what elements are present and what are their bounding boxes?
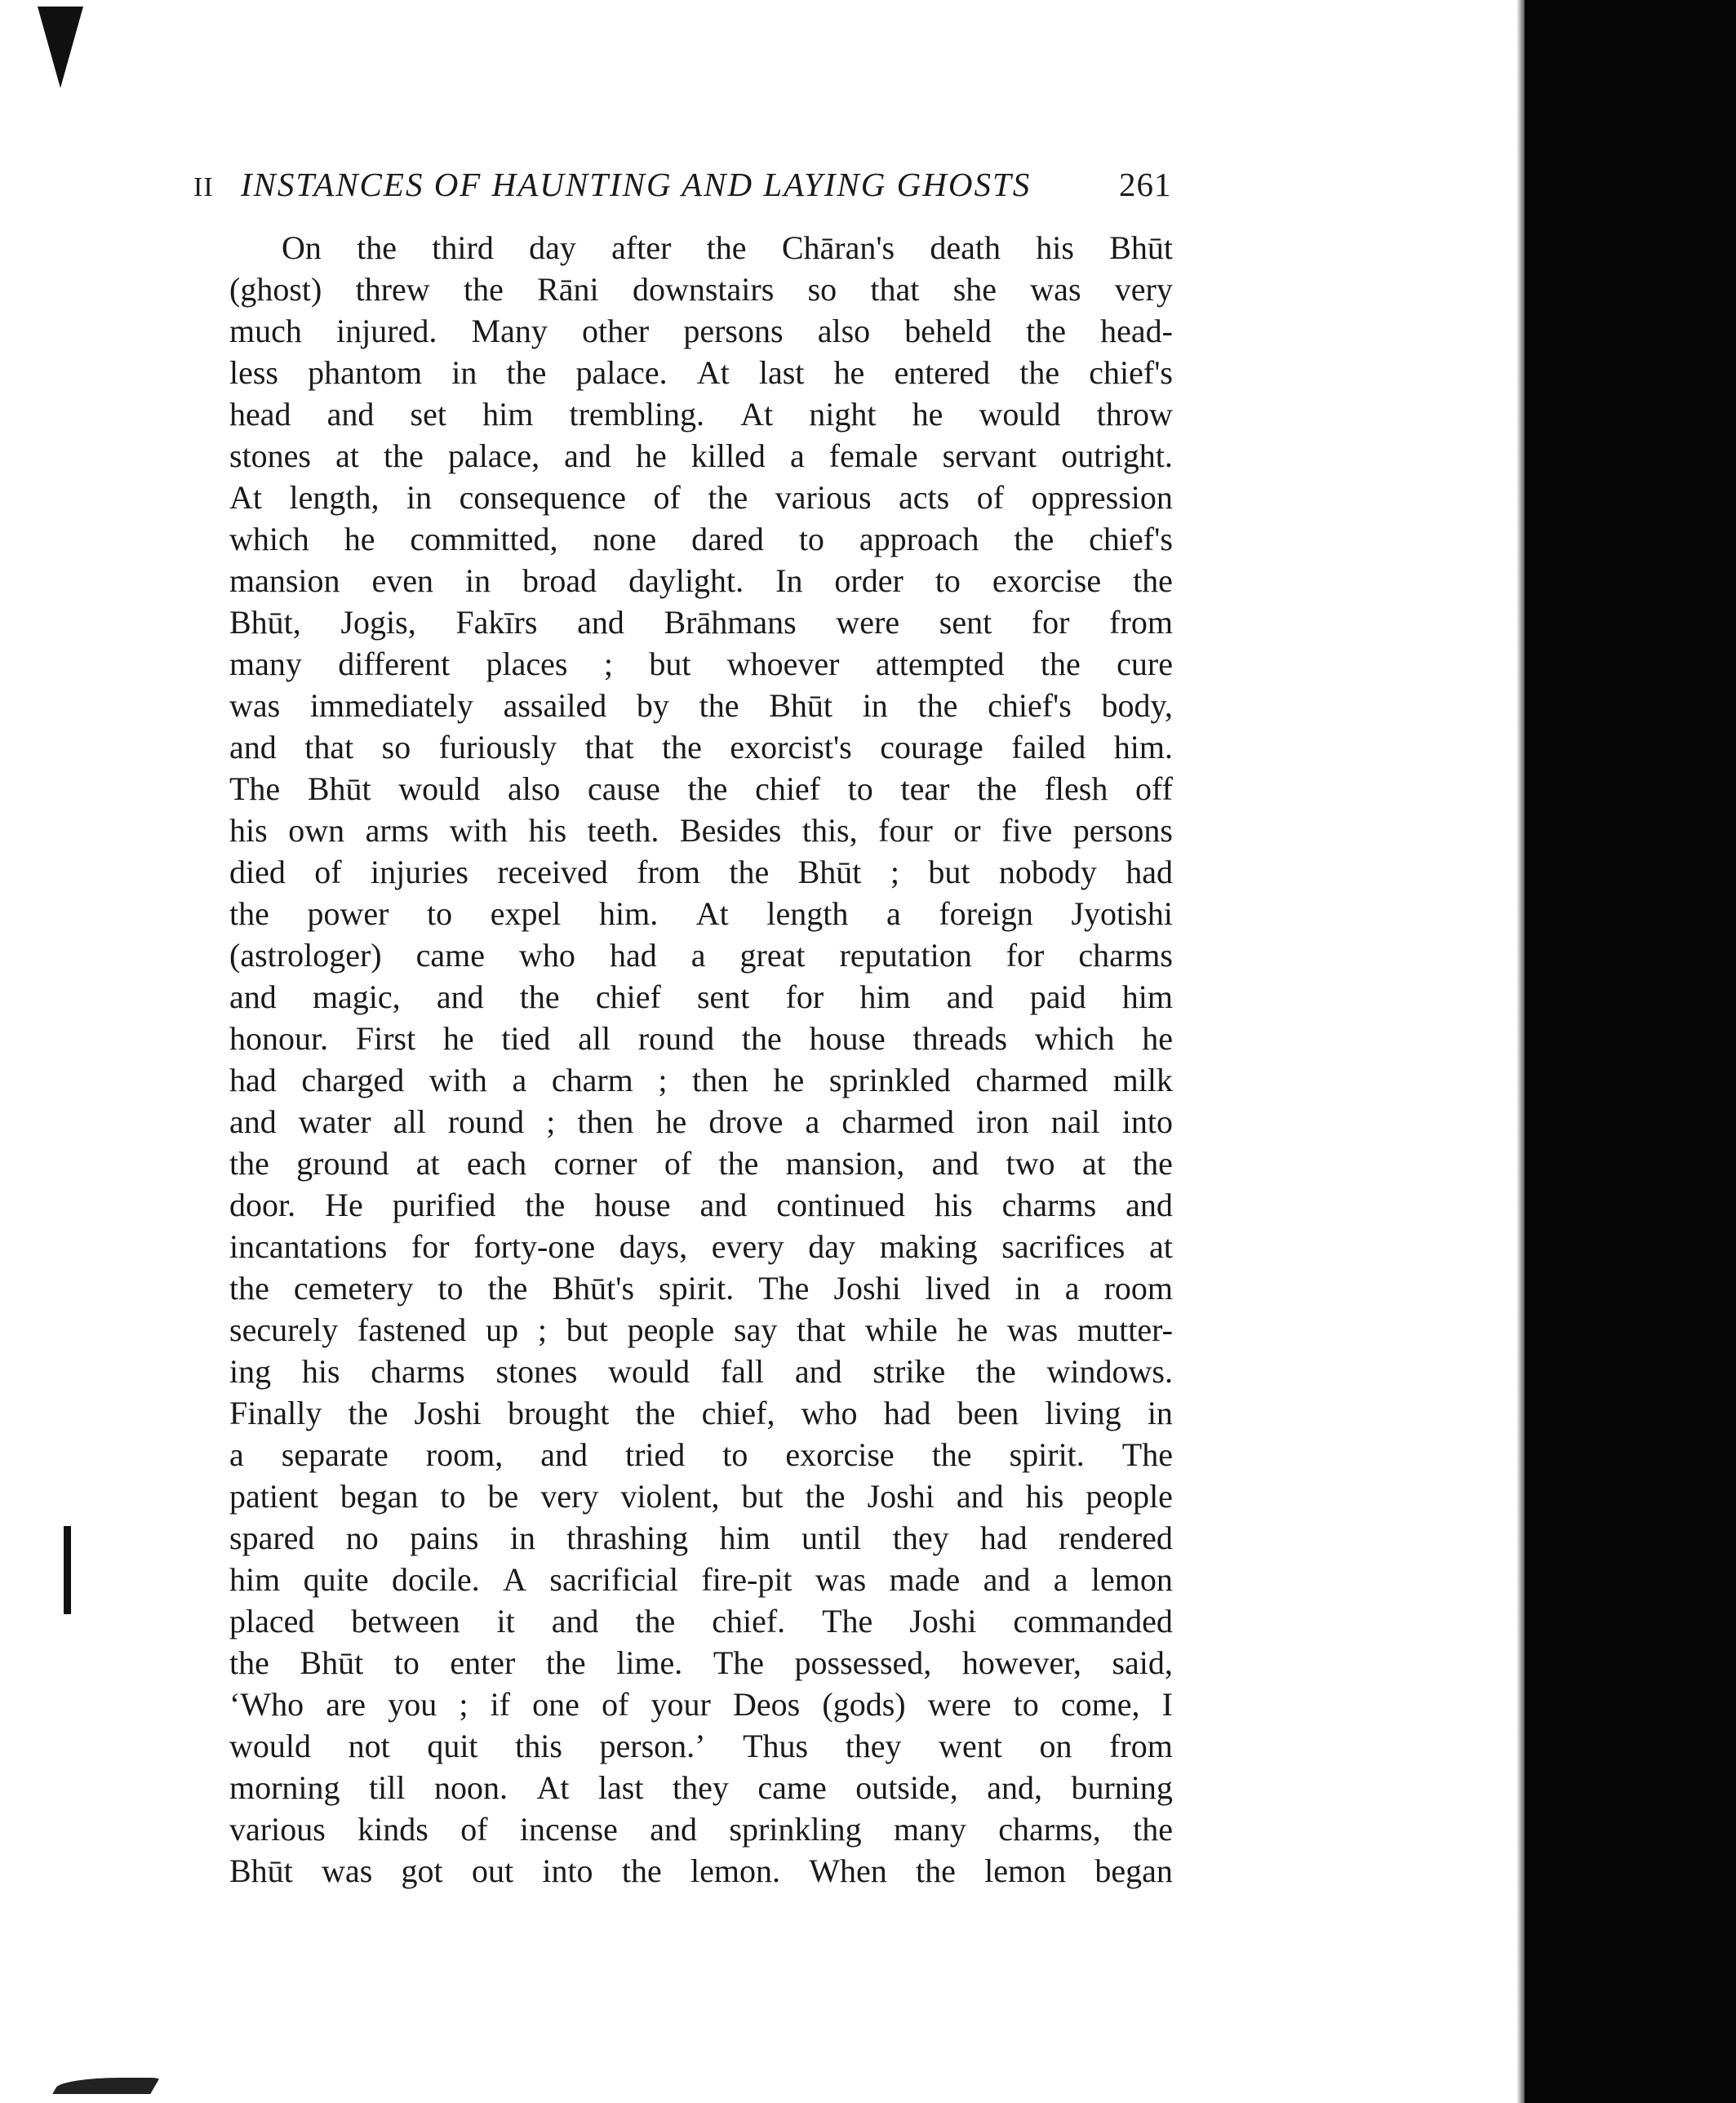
text-line: much injured. Many other persons also beheld the head- <box>229 313 1173 349</box>
text-line: door. He purified the house and continued his charms and <box>229 1187 1173 1223</box>
text-line: which he committed, none dared to approach the chief's <box>229 521 1173 557</box>
text-line: On the third day after the Chāran's death his Bhūt <box>282 229 1173 266</box>
body-paragraph <box>229 227 1173 1892</box>
text-line: ‘Who are you ; if one of your Deos (gods) were to come, I <box>229 1686 1173 1723</box>
text-line: various kinds of incense and sprinkling many charms, the <box>229 1811 1173 1848</box>
running-head <box>193 160 1173 209</box>
text-line: (astrologer) came who had a great reputation for charms <box>229 937 1173 974</box>
text-line: him quite docile. A sacrificial fire-pit was made and a lemon <box>229 1561 1173 1598</box>
text-line: placed between it and the chief. The Joshi commanded <box>229 1603 1173 1639</box>
text-line: spared no pains in thrashing him until they had rendered <box>229 1520 1173 1556</box>
text-line: Finally the Joshi brought the chief, who had been living in <box>229 1395 1173 1431</box>
text-line: and that so furiously that the exorcist's courage failed him. <box>229 729 1173 765</box>
text-line: patient began to be very violent, but the Joshi and his people <box>229 1478 1173 1515</box>
chapter-number: II <box>193 172 214 202</box>
text-line: the Bhūt to enter the lime. The possessed, however, said, <box>229 1644 1173 1681</box>
text-line: a separate room, and tried to exorcise the spirit. The <box>229 1436 1173 1473</box>
scan-dark-edge <box>1525 0 1736 2103</box>
text-line: Bhūt, Jogis, Fakīrs and Brāhmans were sent for from <box>229 604 1173 641</box>
text-line: the power to expel him. At length a foreign Jyotishi <box>229 895 1173 932</box>
text-line: ing his charms stones would fall and strike the windows. <box>229 1353 1173 1390</box>
text-line: morning till noon. At last they came outside, and, burning <box>229 1769 1173 1806</box>
text-line: stones at the palace, and he killed a female servant outright. <box>229 437 1173 474</box>
text-line: less phantom in the palace. At last he entered the chief's <box>229 354 1173 391</box>
text-line: incantations for forty-one days, every day making sacrifices at <box>229 1228 1173 1265</box>
text-line: and magic, and the chief sent for him and paid him <box>229 978 1173 1015</box>
text-line: the ground at each corner of the mansion, and two at the <box>229 1145 1173 1182</box>
text-line: and water all round ; then he drove a charmed iron nail into <box>229 1103 1173 1140</box>
scan-corner-mark <box>38 7 83 88</box>
text-line: his own arms with his teeth. Besides this, four or five persons <box>229 812 1173 849</box>
running-head-title: INSTANCES OF HAUNTING AND LAYING GHOSTS <box>240 166 1032 203</box>
text-line: (ghost) threw the Rāni downstairs so that she was very <box>229 271 1173 308</box>
text-line: many different places ; but whoever attempted the cure <box>229 646 1173 682</box>
text-line: The Bhūt would also cause the chief to tear the flesh off <box>229 770 1173 807</box>
scan-smudge-mark <box>52 2078 160 2094</box>
text-line: Bhūt was got out into the lemon. When the lemon began <box>229 1852 1173 1889</box>
text-line: was immediately assailed by the Bhūt in the chief's body, <box>229 687 1173 724</box>
text-line: honour. First he tied all round the house threads which he <box>229 1020 1173 1057</box>
text-line: would not quit this person.’ Thus they went on from <box>229 1728 1173 1764</box>
text-line: head and set him trembling. At night he would throw <box>229 396 1173 433</box>
text-line: had charged with a charm ; then he sprinkled charmed milk <box>229 1062 1173 1098</box>
margin-rule-mark <box>64 1526 71 1614</box>
text-line: At length, in consequence of the various acts of oppression <box>229 479 1173 516</box>
page-number: 261 <box>1119 166 1172 203</box>
text-line: the cemetery to the Bhūt's spirit. The Joshi lived in a room <box>229 1270 1173 1307</box>
text-line: mansion even in broad daylight. In order to exorcise the <box>229 562 1173 599</box>
text-line: securely fastened up ; but people say that while he was mutter- <box>229 1311 1173 1348</box>
text-line: died of injuries received from the Bhūt ; but nobody had <box>229 854 1173 890</box>
